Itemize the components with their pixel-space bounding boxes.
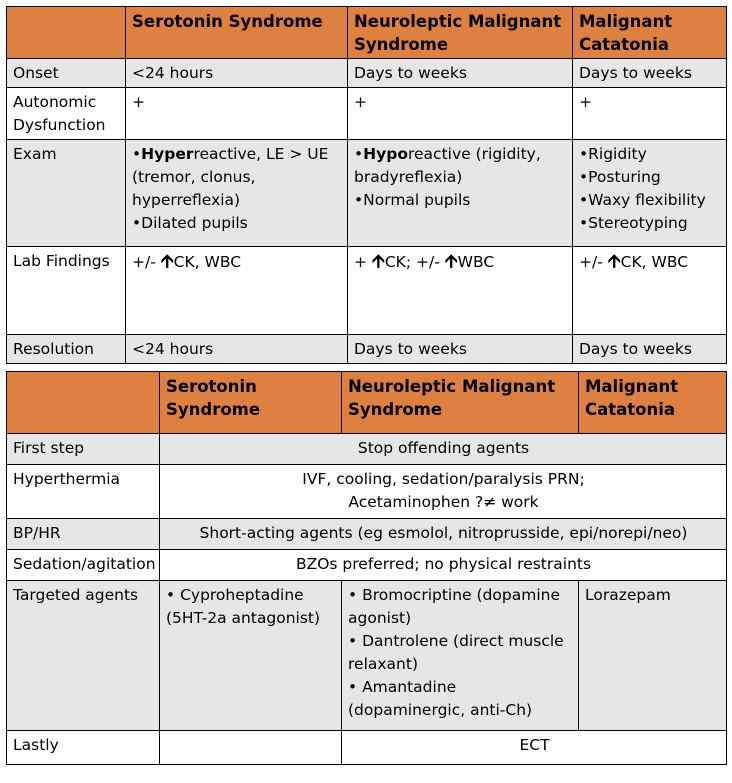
lab-prefix: +/-: [579, 253, 608, 271]
cell-nms-lab: [348, 247, 573, 335]
cell-mc-resolution: Days to weeks: [573, 335, 727, 364]
row-first-step: [7, 434, 727, 465]
list-item: •Stereotyping: [579, 214, 688, 232]
arrow-up-icon: 🡩: [160, 251, 174, 272]
hyperthermia-line-1: IVF, cooling, sedation/paralysis PRN;: [302, 470, 585, 488]
bullet: •: [132, 145, 142, 163]
cell-ss-lab: [126, 247, 348, 335]
row-bp-hr: [7, 519, 727, 550]
bullet: •: [354, 145, 364, 163]
cell-bp-hr: Short-acting agents (eg esmolol, nitroprusside, epi/norepi/neo): [160, 519, 727, 550]
row-resolution: [7, 335, 727, 364]
list-item: •Posturing: [579, 168, 661, 186]
row-label: Autonomic Dysfunction: [7, 88, 126, 140]
lab-prefix: +: [354, 253, 372, 271]
row-label: Exam: [7, 140, 126, 247]
cell-mc-targeted: Lorazepam: [579, 581, 727, 731]
cell-ss-resolution: <24 hours: [126, 335, 348, 364]
list-item: • Dantrolene (direct muscle relaxant): [348, 632, 564, 673]
cell-ss-targeted: • Cyproheptadine (5HT-2a antagonist): [160, 581, 342, 731]
header-serotonin-syndrome: Serotonin Syndrome: [126, 7, 348, 59]
row-label: Lastly: [7, 731, 160, 765]
lab-text: CK, WBC: [620, 253, 689, 271]
header-nms: Neuroleptic Malignant Syndrome: [342, 372, 579, 434]
cell-ss-onset: <24 hours: [126, 59, 348, 88]
row-onset: [7, 59, 727, 88]
header-empty: [7, 7, 126, 59]
exam-text: reactive (rigidity, bradyreflexia): [354, 145, 541, 186]
bold-term: Hyper: [141, 145, 194, 163]
row-label: Sedation/agitation: [7, 550, 160, 581]
lab-text: WBC: [457, 253, 495, 271]
cell-ss-autonomic: +: [126, 88, 348, 140]
cell-nms-resolution: Days to weeks: [348, 335, 573, 364]
row-exam: [7, 140, 727, 247]
bold-term: Hypo: [363, 145, 408, 163]
row-autonomic: [7, 88, 727, 140]
cell-sedation: BZOs preferred; no physical restraints: [160, 550, 727, 581]
cell-mc-autonomic: +: [573, 88, 727, 140]
header-serotonin-syndrome: Serotonin Syndrome: [160, 372, 342, 434]
cell-nms-exam: [348, 140, 573, 247]
row-hyperthermia: [7, 465, 727, 519]
header-nms: Neuroleptic Malignant Syndrome: [348, 7, 573, 59]
row-label: BP/HR: [7, 519, 160, 550]
list-item: • Amantadine (dopaminergic, anti-Ch): [348, 678, 533, 719]
cell-hyperthermia: [160, 465, 727, 519]
header-malignant-catatonia: Malignant Catatonia: [573, 7, 727, 59]
exam-line-2: •Dilated pupils: [132, 214, 248, 232]
row-label: Targeted agents: [7, 581, 160, 731]
row-label: Onset: [7, 59, 126, 88]
row-label: First step: [7, 434, 160, 465]
row-sedation: [7, 550, 727, 581]
comparison-table-features: [6, 6, 727, 364]
comparison-table-management: [6, 371, 727, 765]
cell-first-step: Stop offending agents: [160, 434, 727, 465]
hyperthermia-line-2: Acetaminophen ?≠ work: [348, 493, 539, 511]
cell-mc-onset: Days to weeks: [573, 59, 727, 88]
arrow-up-icon: 🡩: [607, 251, 621, 272]
arrow-up-icon: 🡩: [371, 251, 385, 272]
exam-text: reactive, LE > UE (tremor, clonus, hyperreflexia): [132, 145, 329, 209]
row-label: Hyperthermia: [7, 465, 160, 519]
list-item: •Waxy flexibility: [579, 191, 706, 209]
row-lastly: [7, 731, 727, 765]
list-item: •Rigidity: [579, 145, 647, 163]
row-lab-findings: [7, 247, 727, 335]
cell-lastly: ECT: [342, 731, 727, 765]
lab-prefix: +/-: [132, 253, 161, 271]
cell-ss-exam: [126, 140, 348, 247]
arrow-up-icon: 🡩: [444, 251, 458, 272]
cell-mc-exam: [573, 140, 727, 247]
row-label: Lab Findings: [7, 247, 126, 335]
cell-mc-lab: [573, 247, 727, 335]
header-empty: [7, 372, 160, 434]
cell-nms-autonomic: +: [348, 88, 573, 140]
exam-line-2: •Normal pupils: [354, 191, 471, 209]
cell-ss-lastly: [160, 731, 342, 765]
cell-nms-onset: Days to weeks: [348, 59, 573, 88]
list-item: • Bromocriptine (dopamine agonist): [348, 586, 560, 627]
row-label: Resolution: [7, 335, 126, 364]
lab-text: CK; +/-: [384, 253, 445, 271]
header-malignant-catatonia: Malignant Catatonia: [579, 372, 727, 434]
row-targeted-agents: [7, 581, 727, 731]
lab-text: CK, WBC: [173, 253, 242, 271]
cell-nms-targeted: [342, 581, 579, 731]
